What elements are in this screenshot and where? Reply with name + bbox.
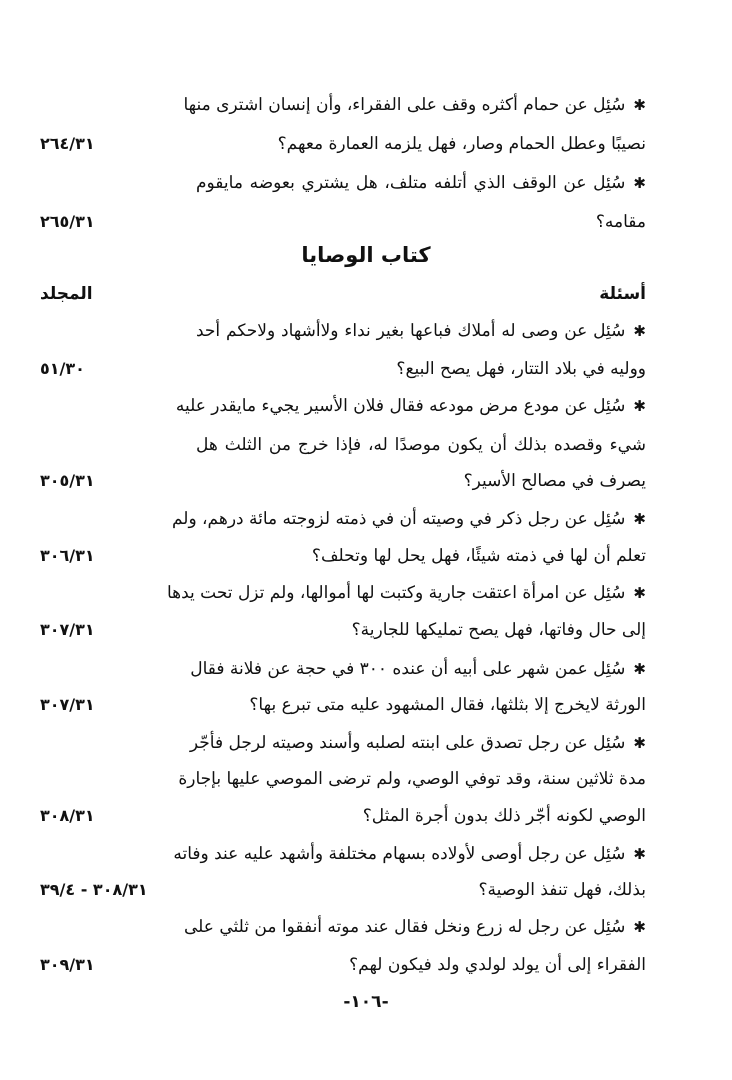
volume-reference: ٣٠٥/٣١ (40, 471, 95, 490)
asterisk-bullet-icon: ✱ (633, 174, 646, 192)
entry-line: ✱سُئِل عن وصى له أملاك فباعها بغير نداء ولاأشهاد ولاحكم أحد (196, 318, 646, 344)
section-title: كتاب الوصايا (301, 243, 431, 267)
asterisk-bullet-icon: ✱ (633, 510, 646, 528)
volume-reference: ٣٠٦/٣١ (40, 546, 95, 565)
entry-line: ✱سُئِل عن مودع مرض مودعه فقال فلان الأسير يجيء مايقدر عليه (196, 393, 646, 419)
entry-line: تعلم أن لها في ذمته شيئًا، فهل يحل لها وتحلف؟ (311, 546, 646, 566)
questions-column-heading: أسئلة (599, 284, 646, 304)
volume-reference: ٣٠٩/٣١ (40, 955, 95, 974)
entry-line: بذلك، فهل تنفذ الوصية؟ (478, 880, 646, 900)
asterisk-bullet-icon: ✱ (633, 397, 646, 415)
asterisk-bullet-icon: ✱ (633, 584, 646, 602)
volume-reference: ٣٠٨/٣١ - ٣٩/٤ (40, 880, 148, 899)
volume-reference: ٥١/٣٠ (40, 359, 85, 378)
entry-line: يصرف في مصالح الأسير؟ (463, 471, 646, 491)
entry-line: ✱سُئِل عن حمام أكثره وقف على الفقراء، وأن إنسان اشترى منها (196, 92, 646, 118)
entry-line: الفقراء إلى أن يولد لولدي ولد فيكون لهم؟ (349, 955, 646, 975)
entry-line: ✱سُئِل عمن شهر على أبيه أن عنده ٣٠٠ في حجة عن فلانة فقال (196, 656, 646, 682)
entry-line: ✱سُئِل عن رجل تصدق على ابنته لصلبه وأسند وصيته لرجل فأجّر (196, 730, 646, 756)
volume-reference: ٢٦٥/٣١ (40, 212, 95, 231)
volume-reference: ٣٠٧/٣١ (40, 620, 95, 639)
entry-line: مقامه؟ (595, 212, 646, 232)
entry-line: ووليه في بلاد التتار، فهل يصح البيع؟ (396, 359, 646, 379)
entry-line: ✱سُئِل عن رجل أوصى لأولاده بسهام مختلفة وأشهد عليه عند وفاته (196, 841, 646, 867)
entry-line: نصيبًا وعطل الحمام وصار، فهل يلزمه العمارة معهم؟ (277, 134, 646, 154)
asterisk-bullet-icon: ✱ (633, 845, 646, 863)
entry-line: ✱سُئِل عن امرأة اعتقت جارية وكتبت لها أموالها، ولم تزل تحت يدها (196, 580, 646, 606)
entry-line: ✱سُئِل عن رجل له زرع ونخل فقال عند موته أنفقوا من ثلثي على (196, 914, 646, 940)
entry-line: ✱سُئِل عن الوقف الذي أتلفه متلف، هل يشتري بعوضه مايقوم (196, 170, 646, 196)
asterisk-bullet-icon: ✱ (633, 96, 646, 114)
entry-line: مدة ثلاثين سنة، وقد توفي الوصي، ولم ترضى الموصي عليها بإجارة (178, 769, 646, 789)
entry-line: ✱سُئِل عن رجل ذكر في وصيته أن في ذمته لزوجته مائة درهم، ولم (196, 506, 646, 532)
entry-line: الورثة لايخرج إلا بثلثها، فقال المشهود عليه متى تبرع بها؟ (249, 695, 646, 715)
volume-reference: ٣٠٨/٣١ (40, 806, 95, 825)
page-number: -١٠٦- (343, 992, 389, 1012)
volume-reference: ٢٦٤/٣١ (40, 134, 95, 153)
asterisk-bullet-icon: ✱ (633, 660, 646, 678)
entry-line: شيء وقصده بذلك أن يكون موصدًا له، فإذا خرج من الثلث هل (196, 435, 646, 455)
asterisk-bullet-icon: ✱ (633, 918, 646, 936)
entry-line: إلى حال وفاتها، فهل يصح تمليكها للجارية؟ (351, 620, 646, 640)
volume-reference: ٣٠٧/٣١ (40, 695, 95, 714)
volume-column-heading: المجلد (40, 284, 93, 304)
asterisk-bullet-icon: ✱ (633, 734, 646, 752)
asterisk-bullet-icon: ✱ (633, 322, 646, 340)
entry-line: الوصي لكونه أجّر ذلك بدون أجرة المثل؟ (362, 806, 646, 826)
